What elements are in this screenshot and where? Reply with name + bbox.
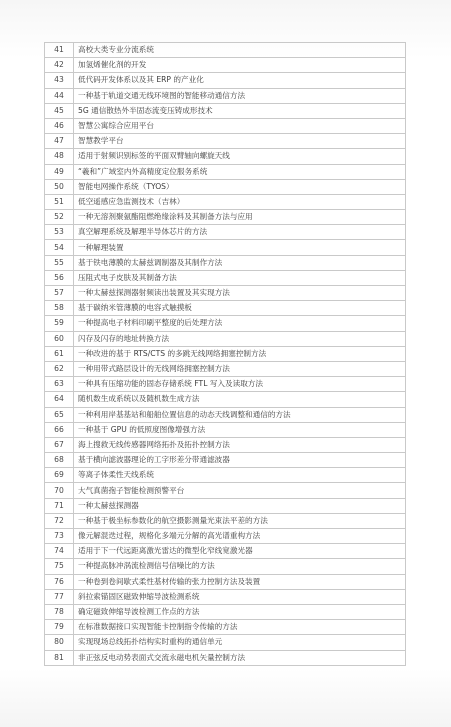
- row-number: 62: [45, 361, 74, 376]
- row-number: 51: [45, 194, 74, 209]
- table-row: [45, 437, 406, 452]
- project-title: 斜拉索锚固区磁致伸缩导波检测系统: [74, 589, 406, 604]
- row-number: 53: [45, 225, 74, 240]
- table-row: [45, 604, 406, 619]
- table-row: [45, 43, 406, 58]
- row-number: 74: [45, 544, 74, 559]
- project-title: 一种提高脉冲涡流检测信号信噪比的方法: [74, 559, 406, 574]
- project-title: 一种解理装置: [74, 240, 406, 255]
- row-number: 49: [45, 164, 74, 179]
- table-row: [45, 179, 406, 194]
- row-number: 52: [45, 210, 74, 225]
- project-title: 真空解理系统及解理半导体芯片的方法: [74, 225, 406, 240]
- row-number: 42: [45, 58, 74, 73]
- table-row: [45, 58, 406, 73]
- table-row: [45, 559, 406, 574]
- project-title: 一种无溶剂聚氨酯阻燃绝缘涂料及其制备方法与应用: [74, 210, 406, 225]
- row-number: 43: [45, 73, 74, 88]
- row-number: 68: [45, 453, 74, 468]
- row-number: 59: [45, 316, 74, 331]
- row-number: 44: [45, 88, 74, 103]
- row-number: 72: [45, 513, 74, 528]
- row-number: 63: [45, 377, 74, 392]
- table-row: [45, 392, 406, 407]
- project-title: 一种太赫兹探测器射频读出装置及其实现方法: [74, 286, 406, 301]
- table-row: [45, 483, 406, 498]
- table-row: [45, 164, 406, 179]
- table-row: [45, 468, 406, 483]
- table-row: [45, 453, 406, 468]
- table-row: [45, 529, 406, 544]
- table-row: [45, 194, 406, 209]
- row-number: 71: [45, 498, 74, 513]
- row-number: 48: [45, 149, 74, 164]
- table-row: [45, 118, 406, 133]
- row-number: 56: [45, 270, 74, 285]
- project-title: 在标准数据接口实现智能卡控制指令传输的方法: [74, 620, 406, 635]
- project-title: 海上搜救无线传感器网络拓扑及拓扑控制方法: [74, 437, 406, 452]
- row-number: 61: [45, 346, 74, 361]
- table-row: [45, 103, 406, 118]
- project-title: 一种卷到卷间歇式柔性基材传输的张力控制方法及装置: [74, 574, 406, 589]
- row-number: 80: [45, 635, 74, 650]
- table-row: [45, 301, 406, 316]
- project-title: 基于横向滤波器理论的工字形差分带通滤波器: [74, 453, 406, 468]
- project-title: 一种提高电子材料印刷平整度的后处理方法: [74, 316, 406, 331]
- table-row: [45, 331, 406, 346]
- project-title: 一种基于轨道交通无线环境图的智能移动通信方法: [74, 88, 406, 103]
- project-title: 一种用带式路层设计的无线网络拥塞控制方法: [74, 361, 406, 376]
- row-number: 54: [45, 240, 74, 255]
- table-row: [45, 73, 406, 88]
- table-row: [45, 513, 406, 528]
- row-number: 70: [45, 483, 74, 498]
- project-title: 确定磁致伸缩导波检测工作点的方法: [74, 604, 406, 619]
- table-row: [45, 134, 406, 149]
- row-number: 77: [45, 589, 74, 604]
- row-number: 73: [45, 529, 74, 544]
- table-row: [45, 149, 406, 164]
- project-title: 一种基于极坐标参数化的航空摄影测量光束法平差的方法: [74, 513, 406, 528]
- row-number: 65: [45, 407, 74, 422]
- project-title: “羲和”广域室内外高精度定位服务系统: [74, 164, 406, 179]
- project-title: 大气真菌孢子智能检测预警平台: [74, 483, 406, 498]
- row-number: 47: [45, 134, 74, 149]
- project-title: 闪存及闪存的地址转换方法: [74, 331, 406, 346]
- row-number: 69: [45, 468, 74, 483]
- table-body: [45, 43, 406, 666]
- project-title: 适用于下一代远距离激光雷达的微型化窄线宽激光器: [74, 544, 406, 559]
- project-title: 低空遥感应急监测技术（吉林）: [74, 194, 406, 209]
- table-row: [45, 574, 406, 589]
- table-row: [45, 316, 406, 331]
- row-number: 66: [45, 422, 74, 437]
- project-title: 基于碳纳米管薄膜的电容式触摸板: [74, 301, 406, 316]
- project-list-table: [44, 42, 406, 666]
- project-title: 像元解混迭过程，规格化多端元分解的高光谱重构方法: [74, 529, 406, 544]
- table-row: [45, 498, 406, 513]
- project-title: 加氢烯催化剂的开发: [74, 58, 406, 73]
- project-title: 智能电网操作系统（TYOS）: [74, 179, 406, 194]
- project-title: 一种利用岸基基站和船舶位置信息的动态天线调整和通信的方法: [74, 407, 406, 422]
- table-row: [45, 346, 406, 361]
- project-title: 低代码开发体系以及其 ERP 的产业化: [74, 73, 406, 88]
- table-row: [45, 225, 406, 240]
- project-title: 随机数生成系统以及随机数生成方法: [74, 392, 406, 407]
- table-row: [45, 255, 406, 270]
- project-title: 等离子体柔性天线系统: [74, 468, 406, 483]
- row-number: 76: [45, 574, 74, 589]
- row-number: 81: [45, 650, 74, 665]
- row-number: 50: [45, 179, 74, 194]
- project-title: 压阻式电子皮肤及其制备方法: [74, 270, 406, 285]
- row-number: 46: [45, 118, 74, 133]
- project-title: 智慧公寓综合应用平台: [74, 118, 406, 133]
- project-title: 一种太赫兹探测器: [74, 498, 406, 513]
- row-number: 64: [45, 392, 74, 407]
- row-number: 75: [45, 559, 74, 574]
- table-row: [45, 620, 406, 635]
- project-title: 一种基于 GPU 的低照度图像增强方法: [74, 422, 406, 437]
- project-title: 智慧教学平台: [74, 134, 406, 149]
- row-number: 57: [45, 286, 74, 301]
- project-title: 高校大类专业分流系统: [74, 43, 406, 58]
- project-title: 基于铁电薄膜的太赫兹调制器及其制作方法: [74, 255, 406, 270]
- row-number: 41: [45, 43, 74, 58]
- row-number: 55: [45, 255, 74, 270]
- project-title: 一种具有压缩功能的固态存储系统 FTL 写入及读取方法: [74, 377, 406, 392]
- table-row: [45, 210, 406, 225]
- table-row: [45, 635, 406, 650]
- table-row: [45, 650, 406, 665]
- table-row: [45, 407, 406, 422]
- project-title: 实现现场总线拓扑结构实时重构的通信单元: [74, 635, 406, 650]
- table-row: [45, 270, 406, 285]
- table-row: [45, 88, 406, 103]
- table-row: [45, 286, 406, 301]
- project-title: 5G 通信散热外半固态流变压铸成形技术: [74, 103, 406, 118]
- project-title: 适用于射频识别标签的平面双臂轴向螺旋天线: [74, 149, 406, 164]
- table-row: [45, 377, 406, 392]
- row-number: 45: [45, 103, 74, 118]
- row-number: 60: [45, 331, 74, 346]
- project-title: 一种改进的基于 RTS/CTS 的多跳无线网络拥塞控制方法: [74, 346, 406, 361]
- table-row: [45, 240, 406, 255]
- table-row: [45, 422, 406, 437]
- table-row: [45, 544, 406, 559]
- row-number: 58: [45, 301, 74, 316]
- project-title: 非正弦反电动势表面式交流永磁电机矢量控制方法: [74, 650, 406, 665]
- row-number: 67: [45, 437, 74, 452]
- row-number: 78: [45, 604, 74, 619]
- table-row: [45, 361, 406, 376]
- row-number: 79: [45, 620, 74, 635]
- table-row: [45, 589, 406, 604]
